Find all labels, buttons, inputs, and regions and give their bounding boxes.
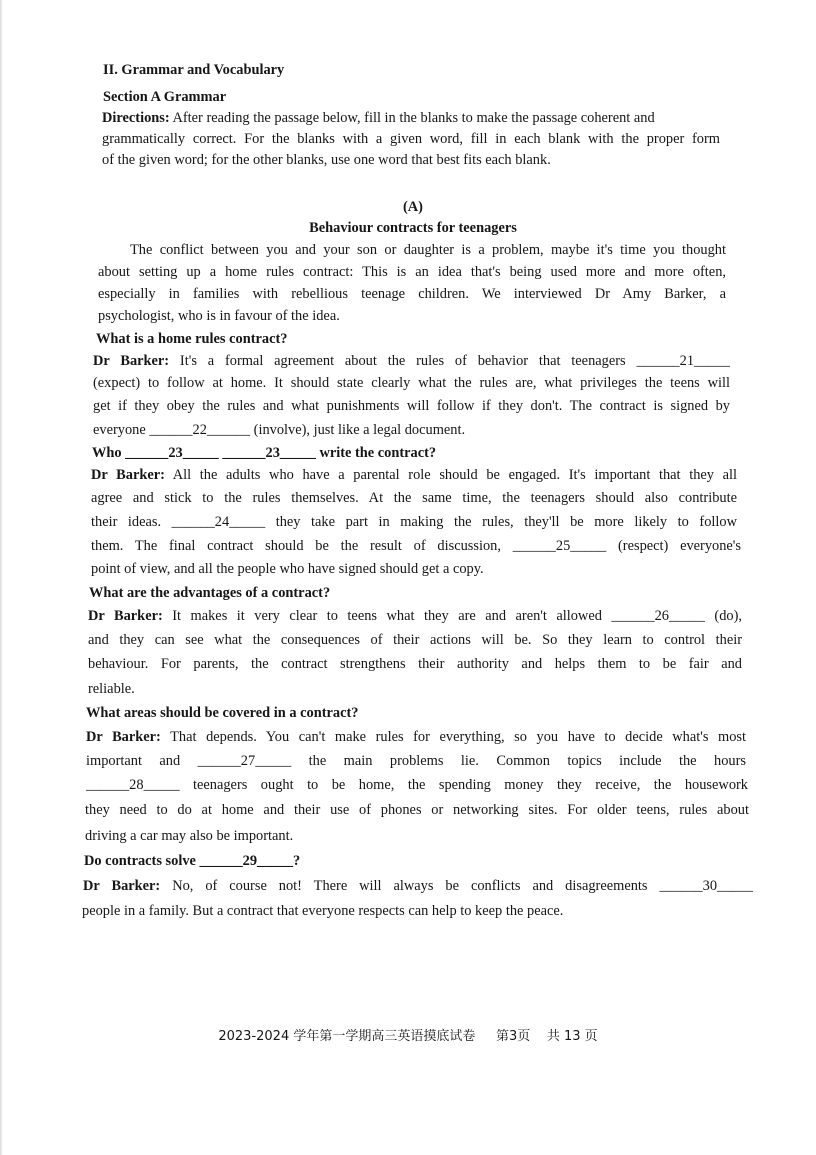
answer-4-line-4: they need to do at home and their use of phones or networking sites. For older teens, rules about	[85, 802, 749, 818]
answer-2-text-1: All the adults who have a parental role should be engaged. It's important that they all	[164, 467, 737, 483]
intro-line-3: especially in families with rebellious teenage children. We interviewed Dr Amy Barker, a	[98, 286, 726, 302]
answer-5-text-1: No, of course not! There will always be conflicts and disagreements ______30_____	[160, 878, 753, 894]
answer-3-line-3: behaviour. For parents, the contract strengthens their authority and helps them to be fair and	[88, 656, 742, 672]
directions-line-1	[102, 109, 720, 127]
question-5: Do contracts solve ______29_____?	[84, 853, 301, 869]
answer-5-line-2: people in a family. But a contract that everyone respects can help to keep the peace.	[82, 903, 564, 919]
answer-3-text-1: It makes it very clear to teens what they are and aren't allowed ______26_____ (do),	[162, 608, 742, 624]
answer-4-line-1	[86, 728, 746, 746]
answer-1-line-3: get if they obey the rules and what punishments will follow if they don't. The contract is signed by	[93, 398, 730, 414]
answer-1-line-2: (expect) to follow at home. It should state clearly what the rules are, what privileges the teens will	[93, 375, 730, 391]
answer-3-line-1	[88, 607, 742, 625]
speaker-label: Dr Barker:	[83, 878, 161, 894]
answer-1-line-1	[93, 352, 730, 370]
speaker-label: Dr Barker:	[88, 608, 163, 624]
section-title: II. Grammar and Vocabulary	[103, 62, 285, 78]
question-2: Who ______23_____ ______23_____ write the contract?	[92, 445, 437, 461]
intro-line-1: The conflict between you and your son or daughter is a problem, maybe it's time you thought	[130, 242, 726, 258]
page-footer: 2023-2024 学年第一学期高三英语摸底试卷 第3页 共 13 页	[218, 1029, 598, 1044]
question-4: What areas should be covered in a contract?	[86, 705, 359, 721]
passage-title: Behaviour contracts for teenagers	[309, 220, 517, 236]
answer-4-line-3: ______28_____ teenagers ought to be home, the spending money they receive, the housework	[86, 777, 748, 793]
directions-line-2: grammatically correct. For the blanks with a given word, fill in each blank with the proper form	[102, 131, 720, 147]
question-3: What are the advantages of a contract?	[89, 585, 331, 601]
answer-2-line-3: their ideas. ______24_____ they take part in making the rules, they'll be more likely to follow	[91, 514, 737, 530]
answer-4-line-2: important and ______27_____ the main problems lie. Common topics include the hours	[86, 753, 746, 769]
speaker-label: Dr Barker:	[86, 729, 161, 745]
answer-1-line-4: everyone ______22______ (involve), just like a legal document.	[93, 422, 466, 438]
directions-text-1: After reading the passage below, fill in the blanks to make the passage coherent and	[169, 110, 655, 126]
subsection-title: Section A Grammar	[103, 89, 227, 105]
answer-3-line-4: reliable.	[88, 681, 135, 697]
directions-line-3: of the given word; for the other blanks, use one word that best fits each blank.	[102, 152, 551, 168]
answer-5-line-1	[83, 877, 753, 895]
answer-4-text-1: That depends. You can't make rules for everything, so you have to decide what's most	[160, 729, 746, 745]
answer-3-line-2: and they can see what the consequences of their actions will be. So they learn to control their	[88, 632, 742, 648]
answer-2-line-4: them. The final contract should be the result of discussion, ______25_____ (respect) everyone's	[91, 538, 741, 554]
answer-1-text-1: It's a formal agreement about the rules of behavior that teenagers ______21_____	[169, 353, 730, 369]
answer-4-line-5: driving a car may also be important.	[85, 828, 294, 844]
directions-label: Directions:	[102, 110, 170, 126]
intro-line-4: psychologist, who is in favour of the idea.	[98, 308, 340, 324]
speaker-label: Dr Barker:	[93, 353, 170, 369]
question-1: What is a home rules contract?	[96, 331, 288, 347]
scan-edge	[0, 0, 3, 1155]
answer-2-line-1	[91, 466, 737, 484]
answer-2-line-2: agree and stick to the rules themselves. At the same time, the teenagers should also contribute	[91, 490, 737, 506]
passage-label: (A)	[403, 199, 423, 215]
speaker-label: Dr Barker:	[91, 467, 165, 483]
intro-line-2: about setting up a home rules contract: This is an idea that's being used more and more often,	[98, 264, 726, 280]
answer-2-line-5: point of view, and all the people who have signed should get a copy.	[91, 561, 484, 577]
